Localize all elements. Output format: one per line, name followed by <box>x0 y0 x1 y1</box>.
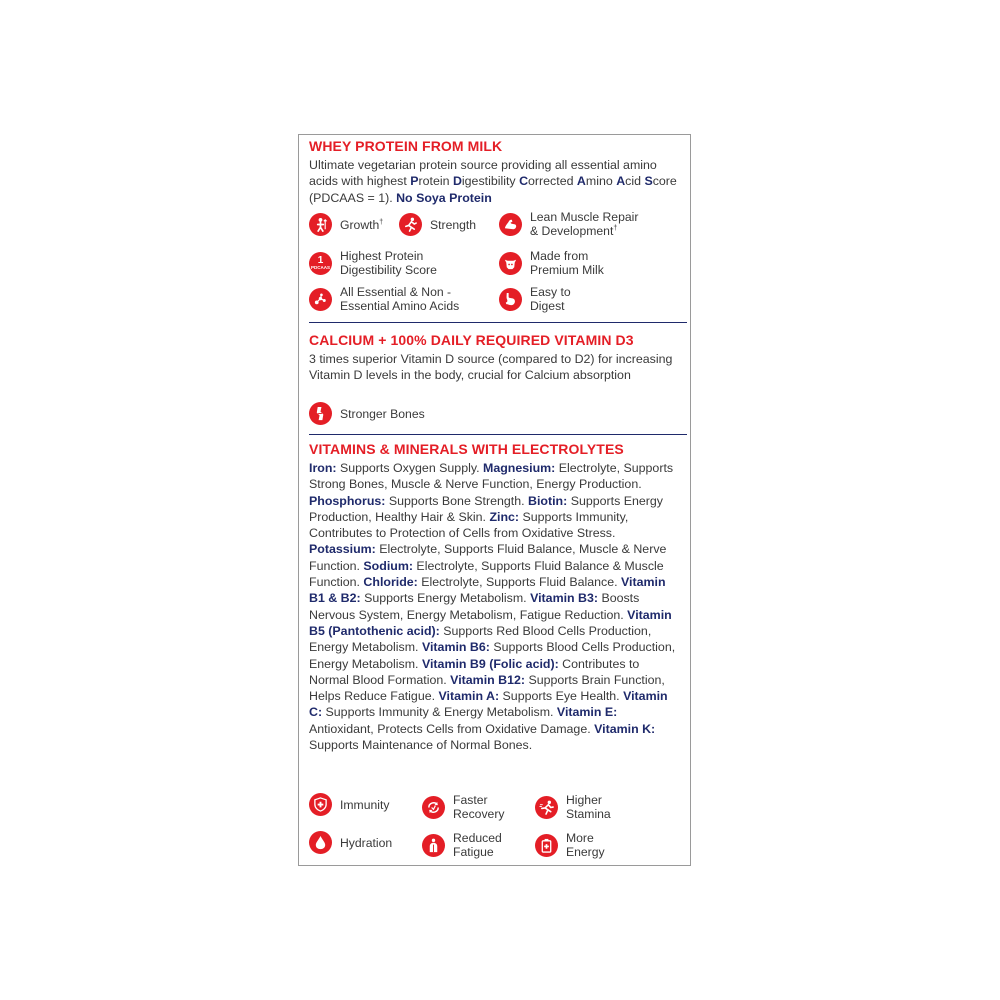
benefit-label: Strength <box>430 217 477 232</box>
calcium-section-title: CALCIUM + 100% DAILY REQUIRED VITAMIN D3 <box>309 332 634 348</box>
bone-icon <box>309 402 332 425</box>
benefit-label: Higher <box>566 793 602 807</box>
benefit-label: Faster <box>453 793 488 807</box>
benefit-label: Lean Muscle Repair <box>530 210 639 224</box>
benefit-label: Immunity <box>340 797 390 812</box>
product-info-panel <box>298 134 691 866</box>
whey-description: Ultimate vegetarian protein source providing all essential amino acids with highest Protein Digestibility Corrected Amino Acid Score (PDCAAS = 1). No Soya Protein <box>309 158 677 205</box>
benefit-stronger-bones <box>309 402 425 425</box>
benefit-label: Reduced <box>453 831 502 845</box>
benefit-higher-stamina: Higher Stamina <box>535 793 611 821</box>
benefit-label: Growth <box>340 217 380 232</box>
water-drop-icon <box>309 831 332 854</box>
benefit-immunity <box>309 793 389 816</box>
benefit-label: Made from <box>530 249 589 263</box>
flexed-arm-icon <box>499 213 522 236</box>
no-soya-label: No Soya Protein <box>396 190 492 205</box>
running-person-icon <box>399 213 422 236</box>
benefit-label: Hydration <box>340 835 393 850</box>
benefit-label: All Essential & Non - <box>340 285 452 299</box>
benefit-more-energy: More Energy <box>535 831 605 859</box>
benefit-growth: Growth† <box>309 213 383 236</box>
benefit-easy-digest: Easy to Digest <box>499 285 571 313</box>
reduced-fatigue-icon <box>422 834 445 857</box>
sprinting-person-icon <box>535 796 558 819</box>
section-divider <box>309 434 687 435</box>
pdcaas-badge-icon: 1 PDCAAS <box>309 252 332 275</box>
molecule-icon <box>309 288 332 311</box>
section-divider <box>309 322 687 323</box>
benefit-lean-muscle: Lean Muscle Repair & Development† <box>499 210 638 238</box>
benefit-reduced-fatigue: Reduced Fatigue <box>422 831 502 859</box>
benefit-premium-milk: Made from Premium Milk <box>499 249 604 277</box>
vitamins-description: Iron: Supports Oxygen Supply. Magnesium: Electrolyte, Supports Strong Bones, Muscle & Nerve Function, Energy Production. Phosphorus: Supports Bone Strength. Biotin: Supports Energy Production, Healthy Hair & Skin. Zinc: Supports Immunity, Contributes to Protection of Cells from Oxidative Stress. Potassium: Electrolyte, Supports Fluid Balance, Muscle & Nerve Function. Sodium: Electrolyte, Supports Fluid Balance & Muscle Function. Chloride: Electrolyte, Supports Fluid Balance. Vitamin B1 & B2: Supports Energy Metabolism. Vitamin B3: Boosts Nervous System, Energy Metabolism, Fatigue Reduction. Vitamin B5 (Pantothenic acid): Supports Red Blood Cells Production, Energy Metabolism. Vitamin B6: Supports Blood Cells Production, Energy Metabolism. Vitamin B9 (Folic acid): Contributes to Normal Blood Formation. Vitamin B12: Supports Brain Function, Helps Reduce Fatigue. Vitamin A: Supports Eye Health. Vitamin C: Supports Immunity & Energy Metabolism. Vitamin E: Antioxidant, Protects Cells from Oxidative Damage. Vitamin K: Supports Maintenance of Normal Bones. <box>309 461 676 753</box>
benefit-amino-acids: All Essential & Non - Essential Amino Acids <box>309 285 459 313</box>
benefit-highest-protein: 1 PDCAAS Highest Protein Digestibility Score <box>310 249 437 277</box>
cow-icon <box>499 252 522 275</box>
vitamins-section-title: VITAMINS & MINERALS WITH ELECTROLYTES <box>309 441 624 457</box>
benefit-label: Highest Protein <box>340 249 424 263</box>
recovery-arrows-icon <box>422 796 445 819</box>
stomach-icon <box>499 288 522 311</box>
benefit-label: More <box>566 831 594 845</box>
shield-cross-icon <box>309 793 332 816</box>
calcium-description: 3 times superior Vitamin D source (compared to D2) for increasing Vitamin D levels in the body, crucial for Calcium absorption <box>309 352 673 383</box>
benefit-hydration <box>309 831 392 854</box>
benefit-label: Stronger Bones <box>340 406 425 421</box>
battery-plus-icon <box>535 834 558 857</box>
child-growth-icon <box>309 213 332 236</box>
benefit-faster-recovery: Faster Recovery <box>422 793 504 821</box>
benefit-label: Easy to <box>530 285 571 299</box>
whey-section-title: WHEY PROTEIN FROM MILK <box>309 138 503 154</box>
benefit-strength <box>399 213 476 236</box>
